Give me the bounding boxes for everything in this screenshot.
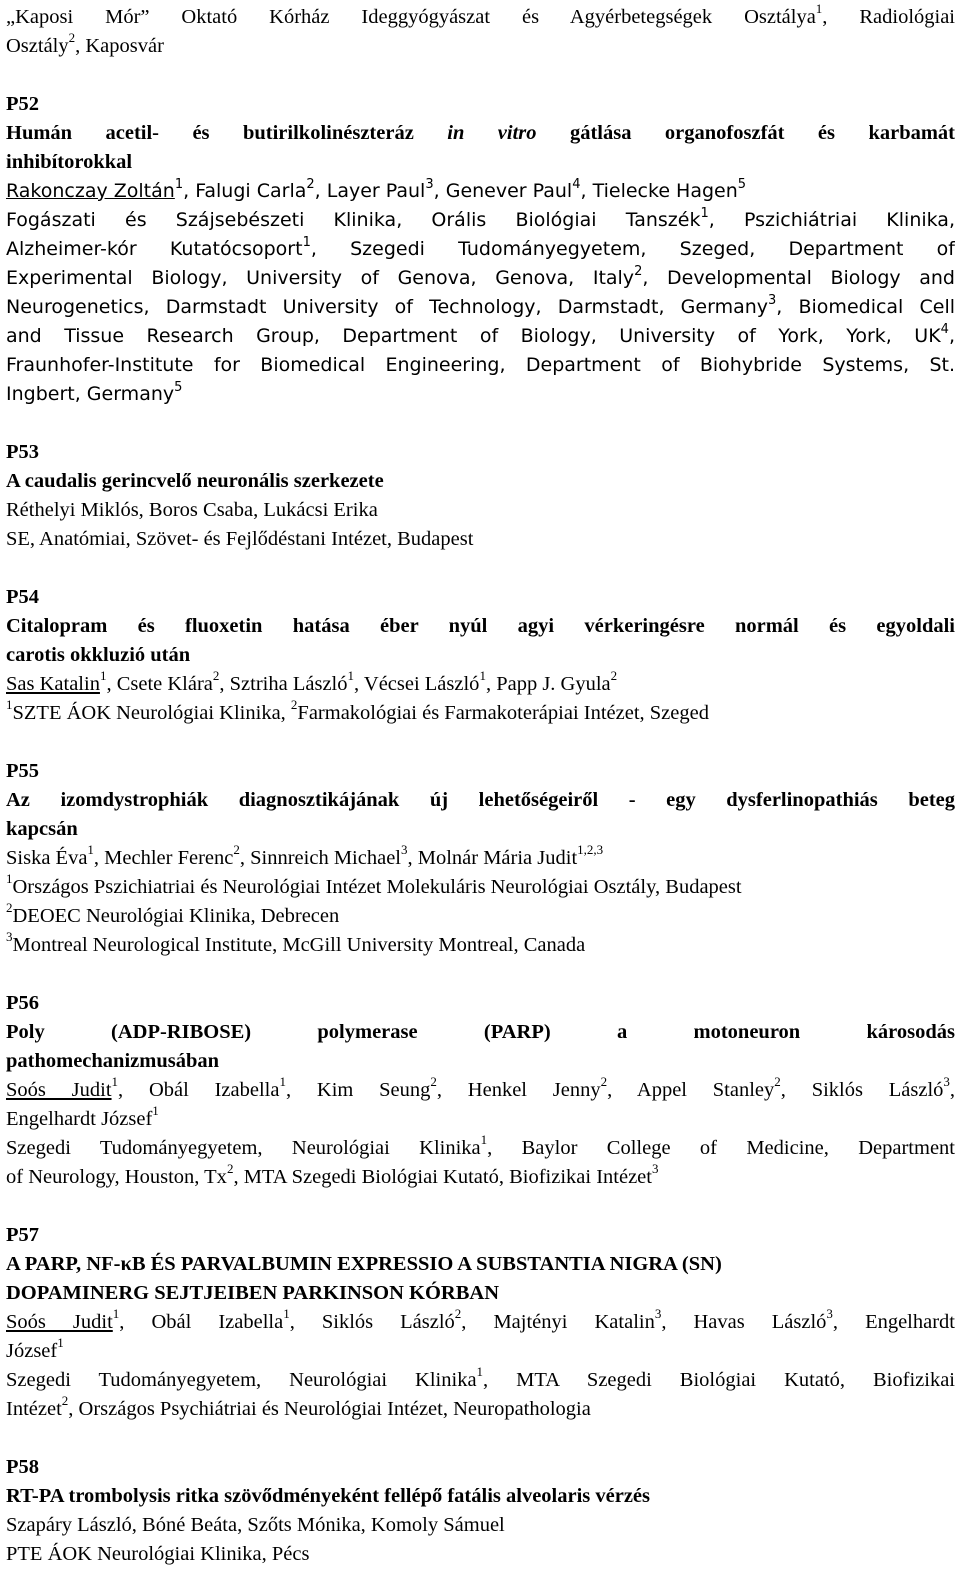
- author-list-p56-line-2: [6, 1105, 955, 1134]
- superscript: 1: [815, 3, 823, 17]
- author-list-p55: [6, 844, 955, 873]
- separator: ,: [436, 1079, 468, 1101]
- separator: ,: [461, 1311, 494, 1333]
- title-text: gátlása organofoszfát és karbamát: [569, 122, 955, 144]
- abstract-title-p52-line-2: inhibítorokkal: [6, 151, 133, 173]
- affiliation-p52-line-6: Fraunhofer-Institute for Biomedical Engineering, Department of Biohybride Systems, St.: [6, 354, 955, 376]
- affiliation-text: Szegedi Tudományegyetem, Neurológiai Klinika: [6, 1137, 481, 1159]
- affiliation-p57-line-1: [6, 1366, 955, 1395]
- abstract-code-p57: P57: [6, 1224, 40, 1246]
- author: Kim Seung: [316, 1079, 431, 1101]
- presenting-author: Soós Judit: [6, 1311, 113, 1333]
- author: Majtényi Katalin: [493, 1311, 655, 1333]
- author: Mechler Ferenc: [104, 847, 234, 869]
- superscript: 1: [174, 177, 184, 192]
- author: Obál Izabella: [151, 1311, 284, 1333]
- abstract-code-p53: P53: [6, 441, 40, 463]
- abstract-title-p54-line-2: carotis okkluzió után: [6, 644, 191, 666]
- superscript: 1: [99, 670, 107, 684]
- author: Siklós László: [321, 1311, 455, 1333]
- author-list-p54: [6, 670, 955, 699]
- superscript: 1: [302, 235, 311, 250]
- affiliation-p52-line-4: [6, 293, 955, 322]
- superscript: 4: [572, 177, 581, 192]
- author: Appel Stanley: [636, 1079, 775, 1101]
- superscript: 1: [347, 670, 354, 684]
- superscript: 3: [826, 1308, 833, 1322]
- affiliation-p52-line-1: [6, 206, 955, 235]
- affiliation-text: Farmakológiai és Farmakoterápiai Intézet, Szeged: [297, 702, 709, 724]
- affiliation-text: , Országos Psychiátriai és Neurológiai Intézet, Neuropathologia: [68, 1398, 591, 1420]
- separator: ,: [607, 1079, 637, 1101]
- affiliation-p55-line-3: [6, 931, 955, 960]
- author: Sinnreich Michael: [250, 847, 401, 869]
- superscript: 1: [480, 1134, 488, 1148]
- superscript: 2: [226, 1163, 234, 1177]
- affiliation-p56-line-2: [6, 1163, 955, 1192]
- superscript: 2: [600, 1076, 608, 1090]
- superscript: 1: [279, 1076, 286, 1090]
- affiliation-text: , MTA Szegedi Biológiai Kutató, Biofizikai: [483, 1369, 955, 1391]
- superscript: 4: [940, 322, 949, 337]
- affiliation-text: Intézet: [6, 1398, 62, 1420]
- affiliation-p52-line-3: [6, 264, 955, 293]
- affiliation-text: ,: [948, 325, 955, 347]
- author-list-p57: [6, 1308, 955, 1337]
- author: Papp J. Gyula: [496, 673, 611, 695]
- separator: ,: [780, 1079, 812, 1101]
- affiliation-text: , Biomedical Cell: [776, 296, 955, 318]
- superscript: 1: [700, 206, 709, 221]
- affiliation-text: Fogászati és Szájsebészeti Klinika, Orális Biológiai Tanszék: [6, 209, 701, 231]
- abstract-title-p56: Poly (ADP-RIBOSE) polymerase (PARP) a motoneuron károsodás: [6, 1021, 955, 1043]
- separator: ,: [239, 847, 251, 869]
- spacer: [6, 61, 955, 90]
- author: Sztriha László: [229, 673, 348, 695]
- affiliation-p57-line-2: [6, 1395, 955, 1424]
- separator: ,: [661, 1311, 694, 1333]
- affiliation-text: , Pszichiátriai Klinika,: [708, 209, 955, 231]
- separator: ,: [832, 1311, 866, 1333]
- spacer: [6, 1424, 955, 1453]
- superscript: 3: [651, 1163, 659, 1177]
- superscript: 2: [61, 1395, 69, 1409]
- superscript: 2: [306, 177, 315, 192]
- superscript: 3: [654, 1308, 662, 1322]
- separator: ,: [949, 1079, 955, 1101]
- affiliation-text: Ingbert, Germany: [6, 383, 175, 405]
- author: Molnár Mária Judit: [417, 847, 578, 869]
- author-list-p53: Réthelyi Miklós, Boros Csaba, Lukácsi Erika: [6, 499, 378, 521]
- author-list-p52: [6, 177, 955, 206]
- separator: ,: [119, 1311, 152, 1333]
- separator: ,: [314, 180, 327, 202]
- author: Engelhardt József: [6, 1108, 153, 1130]
- superscript: 1: [111, 1076, 119, 1090]
- abstract-code-p52: P52: [6, 93, 40, 115]
- abstract-title-p55-line-2: kapcsán: [6, 818, 78, 840]
- author-list-p57-line-2: [6, 1337, 955, 1366]
- affiliation-text: and Tissue Research Group, Department of Biology, University of York, York, UK: [6, 325, 941, 347]
- separator: ,: [183, 180, 196, 202]
- presenting-author: Sas Katalin: [6, 673, 100, 695]
- affiliation-p55-line-1: [6, 873, 955, 902]
- affiliation-p55-line-2: [6, 902, 955, 931]
- document-page: [6, 3, 955, 1569]
- affiliation-text: , Developmental Biology and: [642, 267, 955, 289]
- abstract-title-p57-line-2: DOPAMINERG SEJTJEIBEN PARKINSON KÓRBAN: [6, 1282, 500, 1304]
- author: Engelhardt: [865, 1311, 955, 1333]
- separator: ,: [285, 1079, 317, 1101]
- superscript: 2: [233, 844, 240, 858]
- affiliation-text: , Baylor College of Medicine, Department: [487, 1137, 955, 1159]
- superscript: 3: [400, 844, 408, 858]
- abstract-title-p57: A PARP, NF-κB ÉS PARVALBUMIN EXPRESSIO A SUBSTANTIA NIGRA (SN): [6, 1253, 722, 1275]
- superscript: 2: [634, 264, 643, 279]
- affiliation-text: , Szegedi Tudományegyetem, Szeged, Department of: [310, 238, 955, 260]
- author-list-p56: [6, 1076, 955, 1105]
- superscript: 1: [479, 670, 486, 684]
- intro-text: , Kaposvár: [75, 35, 164, 57]
- abstract-title-p54: Citalopram és fluoxetin hatása éber nyúl agyi vérkeringésre normál és egyoldali: [6, 615, 955, 637]
- affiliation-p52-line-5: [6, 322, 955, 351]
- affiliation-p58: PTE ÁOK Neurológiai Klinika, Pécs: [6, 1543, 310, 1565]
- intro-text: , Radiológiai: [822, 6, 955, 28]
- author: Layer Paul: [326, 180, 426, 202]
- abstract-code-p55: P55: [6, 760, 40, 782]
- superscript: 2: [454, 1308, 462, 1322]
- abstract-title-p56-line-2: pathomechanizmusában: [6, 1050, 220, 1072]
- affiliation-text: Montreal Neurological Institute, McGill University Montreal, Canada: [12, 934, 586, 956]
- superscript: 3: [943, 1076, 950, 1090]
- separator: ,: [219, 673, 230, 695]
- abstract-title-p55: Az izomdystrophiák diagnosztikájának új lehetőségeiről - egy dysferlinopathiás beteg: [6, 789, 955, 811]
- author: Vécsei László: [363, 673, 480, 695]
- affiliation-text: Országos Pszichiatriai és Neurológiai Intézet Molekuláris Neurológiai Osztály, Budapest: [12, 876, 742, 898]
- separator: ,: [354, 673, 364, 695]
- affiliation-text: Szegedi Tudományegyetem, Neurológiai Klinika: [6, 1369, 477, 1391]
- author: Henkel Jenny: [467, 1079, 601, 1101]
- superscript: 2: [430, 1076, 437, 1090]
- spacer: [6, 554, 955, 583]
- superscript: 2: [212, 670, 220, 684]
- superscript: 2: [68, 32, 76, 46]
- affiliation-p52-line-7: [6, 380, 955, 409]
- separator: ,: [118, 1079, 149, 1101]
- superscript: 3: [768, 293, 777, 308]
- superscript: 5: [174, 380, 183, 395]
- affiliation-text: Neurogenetics, Darmstadt University of Technology, Darmstadt, Germany: [6, 296, 769, 318]
- affiliation-text: SZTE ÁOK Neurológiai Klinika,: [12, 702, 286, 724]
- affiliation-text: Experimental Biology, University of Genova, Genova, Italy: [6, 267, 635, 289]
- superscript: 2: [290, 699, 298, 713]
- author: Tielecke Hagen: [592, 180, 738, 202]
- separator: ,: [289, 1311, 322, 1333]
- abstract-title-p53: A caudalis gerincvelő neuronális szerkezete: [6, 470, 384, 492]
- superscript: 1: [283, 1308, 290, 1322]
- author-list-p58: Szapáry László, Bóné Beáta, Szőts Mónika, Komoly Sámuel: [6, 1514, 505, 1536]
- superscript: 3: [425, 177, 434, 192]
- author: Falugi Carla: [195, 180, 307, 202]
- superscript: 1: [87, 844, 94, 858]
- spacer: [6, 1192, 955, 1221]
- spacer: [6, 409, 955, 438]
- separator: ,: [580, 180, 593, 202]
- abstract-code-p58: P58: [6, 1456, 40, 1478]
- spacer: [6, 728, 955, 757]
- separator: ,: [106, 673, 117, 695]
- author: Genever Paul: [445, 180, 573, 202]
- abstract-title-p52: [6, 119, 955, 148]
- superscript: 1,2,3: [577, 844, 604, 858]
- intro-line-2: [6, 32, 955, 61]
- title-italic-text: in vitro: [447, 122, 537, 144]
- separator: ,: [407, 847, 418, 869]
- affiliation-p52-line-2: [6, 235, 955, 264]
- intro-text: Osztály: [6, 35, 69, 57]
- intro-text: „Kaposi Mór” Oktató Kórház Ideggyógyászat és Agyérbetegségek Osztálya: [6, 6, 816, 28]
- separator: ,: [433, 180, 446, 202]
- author: Siska Éva: [6, 847, 88, 869]
- author: Havas László: [693, 1311, 827, 1333]
- superscript: 2: [774, 1076, 781, 1090]
- abstract-title-p58: RT-PA trombolysis ritka szövődményeként fellépő fatális alveolaris vérzés: [6, 1485, 651, 1507]
- superscript: 1: [152, 1105, 159, 1119]
- affiliation-p53: SE, Anatómiai, Szövet- és Fejlődéstani Intézet, Budapest: [6, 528, 474, 550]
- superscript: 1: [112, 1308, 120, 1322]
- spacer: [6, 960, 955, 989]
- superscript: 1: [6, 699, 13, 713]
- superscript: 3: [6, 931, 13, 945]
- superscript: 2: [610, 670, 618, 684]
- affiliation-text: of Neurology, Houston, Tx: [6, 1166, 227, 1188]
- superscript: 1: [57, 1337, 64, 1351]
- affiliation-p54: [6, 699, 955, 728]
- author: Siklós László: [811, 1079, 944, 1101]
- title-text: Humán acetil- és butirilkolinészteráz: [6, 122, 414, 144]
- superscript: 1: [476, 1366, 484, 1380]
- abstract-code-p54: P54: [6, 586, 40, 608]
- author: Csete Klára: [116, 673, 213, 695]
- abstract-code-p56: P56: [6, 992, 40, 1014]
- intro-line-1: [6, 3, 955, 32]
- separator: ,: [93, 847, 105, 869]
- affiliation-p56-line-1: [6, 1134, 955, 1163]
- separator: ,: [485, 673, 497, 695]
- affiliation-text: Alzheimer-kór Kutatócsoport: [6, 238, 303, 260]
- superscript: 5: [737, 177, 747, 192]
- superscript: 2: [6, 902, 13, 916]
- presenting-author: Rakonczay Zoltán: [6, 180, 175, 202]
- superscript: 1: [6, 873, 13, 887]
- affiliation-text: , MTA Szegedi Biológiai Kutató, Biofizikai Intézet: [233, 1166, 652, 1188]
- affiliation-text: DEOEC Neurológiai Klinika, Debrecen: [12, 905, 340, 927]
- author: József: [6, 1340, 58, 1362]
- presenting-author: Soós Judit: [6, 1079, 112, 1101]
- author: Obál Izabella: [148, 1079, 280, 1101]
